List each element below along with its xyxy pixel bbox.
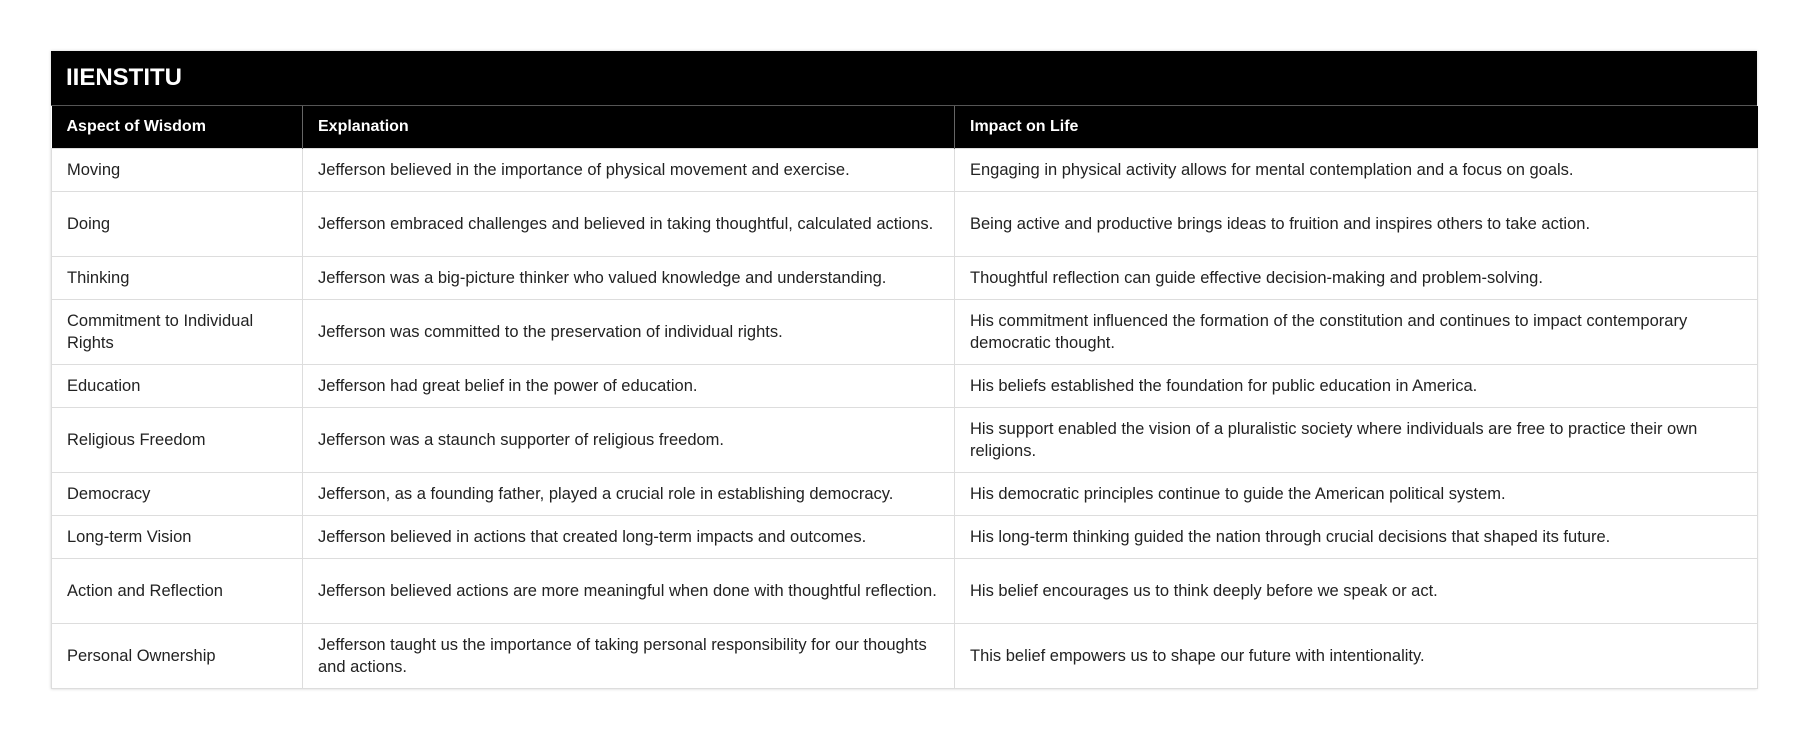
cell-impact: His belief encourages us to think deeply before we speak or act. bbox=[955, 559, 1758, 624]
cell-impact: His support enabled the vision of a pluralistic society where individuals are free to practice their own religions. bbox=[955, 408, 1758, 473]
cell-impact: Being active and productive brings ideas to fruition and inspires others to take action. bbox=[955, 192, 1758, 257]
table-row bbox=[52, 408, 1758, 473]
cell-aspect: Long-term Vision bbox=[52, 516, 303, 559]
table-header-row bbox=[52, 106, 1758, 149]
cell-aspect: Action and Reflection bbox=[52, 559, 303, 624]
cell-impact: His democratic principles continue to guide the American political system. bbox=[955, 473, 1758, 516]
cell-impact: Thoughtful reflection can guide effective decision-making and problem-solving. bbox=[955, 257, 1758, 300]
brand-title: IIENSTITU bbox=[51, 51, 1757, 106]
cell-impact: His long-term thinking guided the nation through crucial decisions that shaped its future. bbox=[955, 516, 1758, 559]
table-row bbox=[52, 300, 1758, 365]
cell-explanation: Jefferson, as a founding father, played a crucial role in establishing democracy. bbox=[303, 473, 955, 516]
table-row bbox=[52, 257, 1758, 300]
cell-explanation: Jefferson embraced challenges and believed in taking thoughtful, calculated actions. bbox=[303, 192, 955, 257]
cell-aspect: Religious Freedom bbox=[52, 408, 303, 473]
table-row bbox=[52, 365, 1758, 408]
table-row bbox=[52, 624, 1758, 689]
cell-explanation: Jefferson had great belief in the power of education. bbox=[303, 365, 955, 408]
table-row bbox=[52, 192, 1758, 257]
cell-explanation: Jefferson was a big-picture thinker who valued knowledge and understanding. bbox=[303, 257, 955, 300]
header-impact: Impact on Life bbox=[955, 106, 1758, 149]
header-aspect: Aspect of Wisdom bbox=[52, 106, 303, 149]
cell-impact: This belief empowers us to shape our future with intentionality. bbox=[955, 624, 1758, 689]
cell-explanation: Jefferson taught us the importance of taking personal responsibility for our thoughts and actions. bbox=[303, 624, 955, 689]
cell-aspect: Commitment to Individual Rights bbox=[52, 300, 303, 365]
table-row bbox=[52, 559, 1758, 624]
cell-explanation: Jefferson believed actions are more meaningful when done with thoughtful reflection. bbox=[303, 559, 955, 624]
wisdom-table bbox=[51, 106, 1758, 689]
table-row bbox=[52, 473, 1758, 516]
table-row bbox=[52, 516, 1758, 559]
wisdom-table-container bbox=[51, 51, 1757, 689]
cell-explanation: Jefferson believed in the importance of physical movement and exercise. bbox=[303, 149, 955, 192]
cell-aspect: Personal Ownership bbox=[52, 624, 303, 689]
table-row bbox=[52, 149, 1758, 192]
cell-impact: His commitment influenced the formation of the constitution and continues to impact contemporary democratic thought. bbox=[955, 300, 1758, 365]
cell-aspect: Thinking bbox=[52, 257, 303, 300]
cell-impact: Engaging in physical activity allows for mental contemplation and a focus on goals. bbox=[955, 149, 1758, 192]
cell-impact: His beliefs established the foundation for public education in America. bbox=[955, 365, 1758, 408]
cell-explanation: Jefferson was committed to the preservation of individual rights. bbox=[303, 300, 955, 365]
cell-aspect: Doing bbox=[52, 192, 303, 257]
cell-explanation: Jefferson was a staunch supporter of religious freedom. bbox=[303, 408, 955, 473]
cell-aspect: Moving bbox=[52, 149, 303, 192]
header-explanation: Explanation bbox=[303, 106, 955, 149]
cell-aspect: Education bbox=[52, 365, 303, 408]
cell-aspect: Democracy bbox=[52, 473, 303, 516]
cell-explanation: Jefferson believed in actions that created long-term impacts and outcomes. bbox=[303, 516, 955, 559]
